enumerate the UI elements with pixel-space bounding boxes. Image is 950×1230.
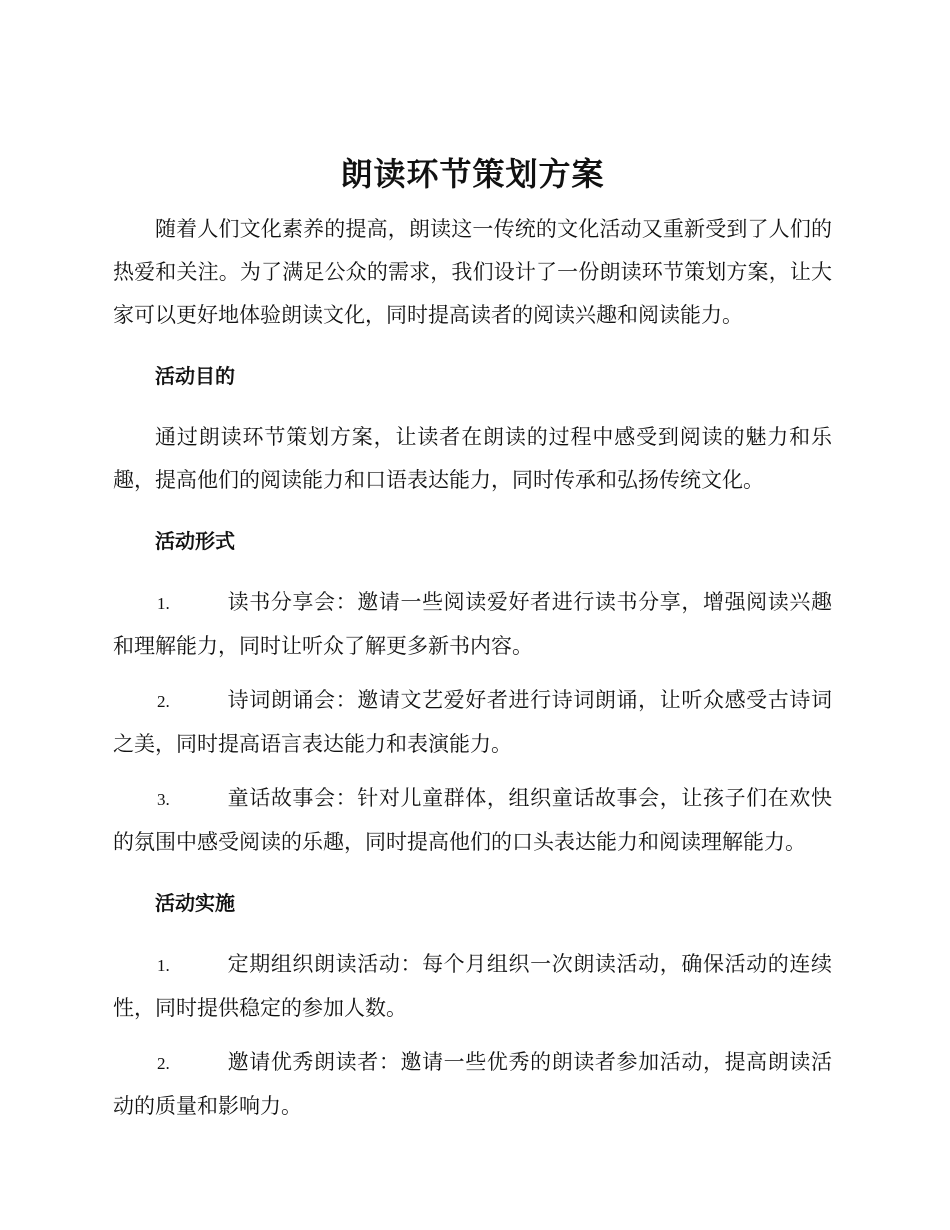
list-item xyxy=(113,1041,832,1128)
purpose-paragraph: 通过朗读环节策划方案，让读者在朗读的过程中感受到阅读的魅力和乐趣，提高他们的阅读能力和口语表达能力，同时传承和弘扬传统文化。 xyxy=(113,425,832,492)
list-item-text: 读书分享会：邀请一些阅读爱好者进行读书分享，增强阅读兴趣和理解能力，同时让听众了解更多新书内容。 xyxy=(113,590,832,658)
list-item xyxy=(113,679,832,766)
list-item-text: 童话故事会：针对儿童群体，组织童话故事会，让孩子们在欢快的氛围中感受阅读的乐趣，同时提高他们的口头表达能力和阅读理解能力。 xyxy=(113,786,832,854)
list-item-text: 邀请优秀朗读者：邀请一些优秀的朗读者参加活动，提高朗读活动的质量和影响力。 xyxy=(113,1050,832,1118)
list-item-number: 2. xyxy=(157,1054,170,1073)
section-heading-purpose: 活动目的 xyxy=(155,364,235,388)
document-title: 朗读环节策划方案 xyxy=(340,155,605,193)
list-item xyxy=(113,777,832,864)
format-list xyxy=(113,581,832,864)
list-item-text: 诗词朗诵会：邀请文艺爱好者进行诗词朗诵，让听众感受古诗词之美，同时提高语言表达能力和表演能力。 xyxy=(113,688,832,756)
section-heading-format: 活动形式 xyxy=(155,529,235,553)
section-heading-implementation: 活动实施 xyxy=(155,891,235,915)
list-item-text: 定期组织朗读活动：每个月组织一次朗读活动，确保活动的连续性，同时提供稳定的参加人数。 xyxy=(113,952,832,1020)
list-item-number: 2. xyxy=(157,692,170,711)
list-item xyxy=(113,943,832,1030)
list-item-number: 1. xyxy=(157,594,170,613)
intro-paragraph: 随着人们文化素养的提高，朗读这一传统的文化活动又重新受到了人们的热爱和关注。为了满足公众的需求，我们设计了一份朗读环节策划方案，让大家可以更好地体验朗读文化，同时提高读者的阅读兴趣和阅读能力。 xyxy=(113,217,832,327)
list-item-number: 1. xyxy=(157,956,170,975)
list-item xyxy=(113,581,832,668)
list-item-number: 3. xyxy=(157,790,170,809)
implementation-list xyxy=(113,943,832,1128)
